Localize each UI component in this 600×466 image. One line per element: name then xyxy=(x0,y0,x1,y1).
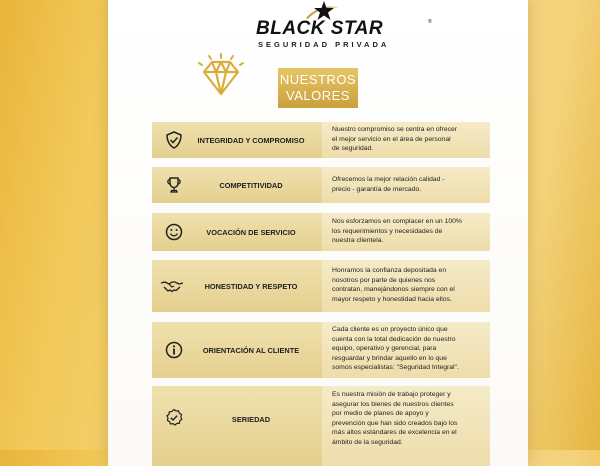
desc-line: ámbito de la seguridad. xyxy=(332,438,403,446)
value-title-cell xyxy=(152,122,318,158)
desc-line: Cada cliente es un proyecto único que xyxy=(332,326,448,333)
desc-line: nuestra clientela. xyxy=(332,237,384,245)
value-row-honestidad xyxy=(152,260,490,312)
value-description xyxy=(332,175,480,194)
desc-line: los requerimientos y necesidades de xyxy=(332,227,443,235)
value-row-vocacion xyxy=(152,213,490,251)
value-description-cell xyxy=(322,122,490,158)
value-description xyxy=(332,325,480,373)
desc-line: asegurar los bienes de nuestros clientes xyxy=(332,400,454,408)
value-title-cell xyxy=(152,167,318,203)
value-description xyxy=(332,390,480,448)
value-title: INTEGRIDAD Y COMPROMISO xyxy=(197,136,305,145)
desc-line: Nuestro compromiso se centra en ofrecer xyxy=(332,126,458,133)
value-description xyxy=(332,217,480,246)
brand-logo xyxy=(108,0,528,56)
values-poster xyxy=(108,0,528,466)
value-description xyxy=(332,266,480,304)
value-description-cell xyxy=(322,322,490,378)
heading-line-1: NUESTROS xyxy=(279,72,357,87)
brand-tagline: SEGURIDAD PRIVADA xyxy=(258,40,390,49)
value-description-cell xyxy=(322,213,490,251)
desc-line: Honramos la confianza depositada en xyxy=(332,267,447,274)
diamond-icon xyxy=(192,52,250,104)
value-title-cell xyxy=(152,213,318,251)
desc-line: el mejor servicio en el área de personal xyxy=(332,135,451,143)
desc-line: Ofrecemos la mejor relación calidad - xyxy=(332,176,445,183)
desc-line: más altos estándares de excelencia en el xyxy=(332,429,457,437)
value-title-cell xyxy=(152,260,318,312)
desc-line: Es nuestra misión de trabajo proteger y xyxy=(332,391,451,398)
shield-check-icon xyxy=(164,130,184,150)
value-row-seriedad xyxy=(152,386,490,466)
value-row-integridad xyxy=(152,122,490,158)
desc-line: somos especialistas: "Seguridad Integral". xyxy=(332,364,459,372)
value-title-cell xyxy=(152,322,318,378)
heading-line-2: VALORES xyxy=(286,88,350,103)
badge-check-icon xyxy=(164,408,184,428)
smiley-icon xyxy=(164,222,184,242)
brand-name: BLACK STAR xyxy=(256,18,384,39)
desc-line: Nos esforzamos en complacer en un 100% xyxy=(332,218,462,225)
desc-line: mayor respeto y honestidad hacia ellos. xyxy=(332,295,452,303)
desc-line: contratan, manejándonos siempre con el xyxy=(332,286,455,294)
desc-line: nosotros por parte de quienes nos xyxy=(332,276,436,284)
desc-line: por medio de planes de apoyo y xyxy=(332,410,429,418)
section-heading xyxy=(278,68,358,108)
value-description-cell xyxy=(322,386,490,466)
value-row-competitividad xyxy=(152,167,490,203)
desc-line: prevención que han sido creados bajo los xyxy=(332,419,458,427)
value-title: COMPETITIVIDAD xyxy=(219,181,283,190)
value-row-orientacion xyxy=(152,322,490,378)
desc-line: resguardar y brindar aquello en lo que xyxy=(332,354,447,362)
desc-line: precio - garantía de mercado. xyxy=(332,185,422,193)
desc-line: cuenta con la total dedicación de nuestro xyxy=(332,335,456,343)
value-title: SERIEDAD xyxy=(231,415,271,424)
value-description xyxy=(332,125,480,154)
desc-line: equipo, operativo y gerencial, para xyxy=(332,345,437,353)
value-description-cell xyxy=(322,167,490,203)
value-title: HONESTIDAD Y RESPETO xyxy=(204,282,298,291)
value-title: VOCACIÓN DE SERVICIO xyxy=(206,228,296,237)
trophy-icon xyxy=(164,175,184,195)
info-icon xyxy=(164,340,184,360)
value-title: ORIENTACIÓN AL CLIENTE xyxy=(202,346,300,355)
handshake-icon xyxy=(160,276,184,296)
registered-mark: ® xyxy=(428,19,432,25)
value-title-cell xyxy=(152,386,318,466)
value-description-cell xyxy=(322,260,490,312)
desc-line: de seguridad. xyxy=(332,145,374,153)
